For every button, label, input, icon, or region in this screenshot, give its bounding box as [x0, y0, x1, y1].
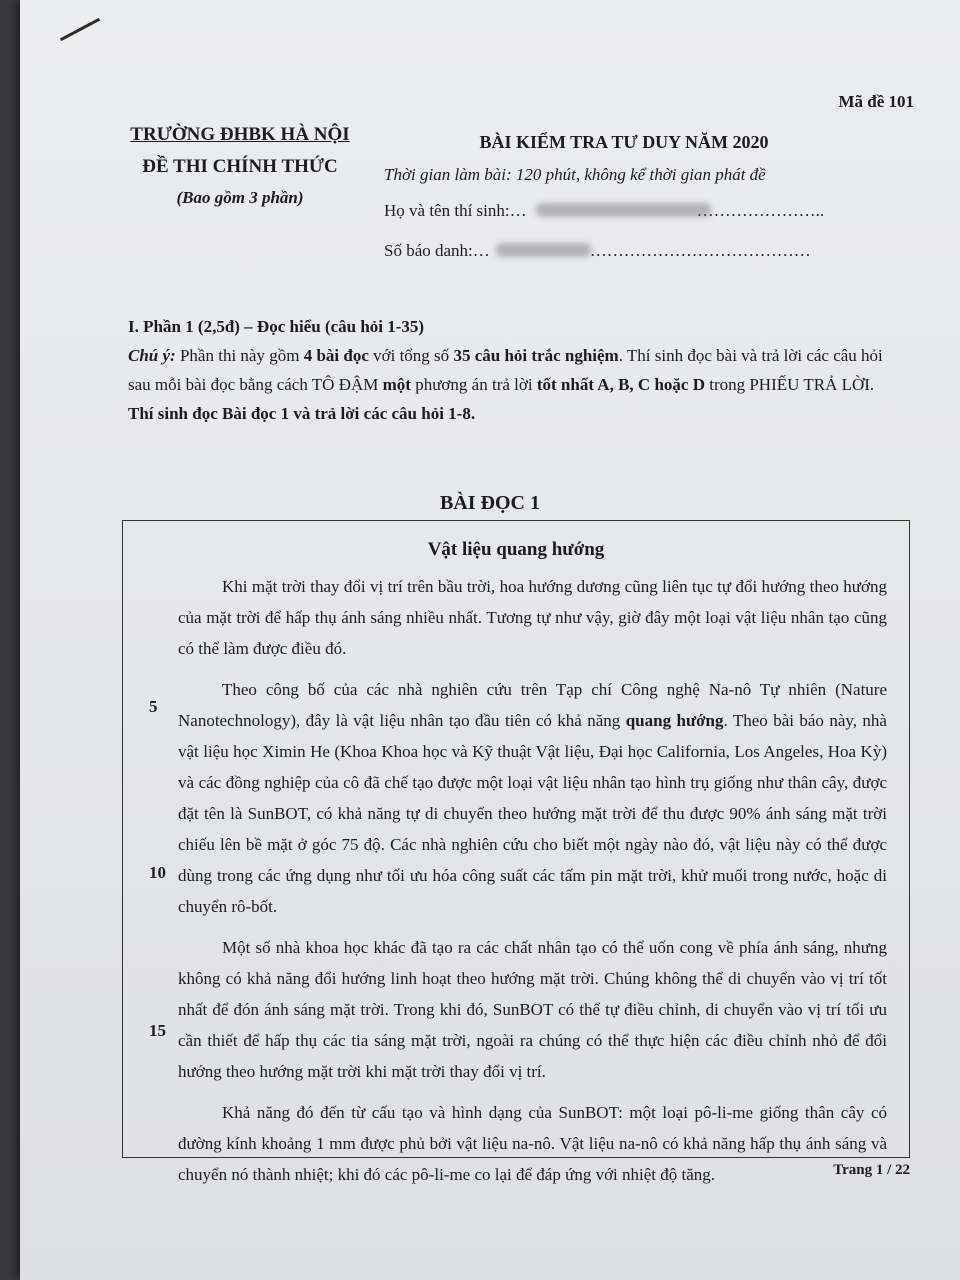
pen-mark [60, 18, 100, 41]
candidate-id-label: Số báo danh:… [384, 241, 490, 260]
redacted-name [536, 203, 711, 217]
redacted-id [496, 243, 591, 257]
note-text-4: phương án trả lời [410, 375, 537, 394]
section-instructions [128, 312, 908, 428]
note-text-2: với tổng số [368, 346, 454, 365]
exam-title: BÀI KIỂM TRA TƯ DUY NĂM 2020 [479, 132, 769, 152]
line-number-15: 15 [149, 1021, 166, 1040]
article-title: Vật liệu quang hướng [427, 539, 605, 560]
line-number-10: 10 [149, 863, 166, 882]
candidate-name-label: Họ và tên thí sinh:… [384, 201, 527, 220]
candidate-id-field [384, 241, 864, 261]
exam-code: Mã đề 101 [838, 92, 914, 111]
paragraph-2 [178, 674, 887, 922]
note-text-3: . Thí sinh đọc bài và trả lời các câu hỏi sau mỗi bài đọc bằng cách TÔ ĐẬM [128, 346, 883, 394]
reading-title: BÀI ĐỌC 1 [439, 492, 540, 514]
paragraph-4: Khả năng đó đến từ cấu tạo và hình dạng của SunBOT: một loại pô-li-me giống thân cây có đường kính khoảng 1 mm được phủ bởi vật liệu na-nô. Vật liệu na-nô có khả năng hấp thụ ánh sáng và chuyển nó thành nhiệt; khi đó các pô-li-me co lại để đáp ứng với nhiệt độ tăng. [178, 1103, 887, 1184]
section-heading: I. Phần 1 (2,5đ) – Đọc hiểu (câu hỏi 1-35) [128, 317, 425, 336]
paragraph-1: Khi mặt trời thay đổi vị trí trên bầu trời, hoa hướng dương cũng liên tục tự đổi hướng theo hướng của mặt trời để hấp thụ ánh sáng nhiều nhất. Tương tự như vậy, giờ đây một loại vật liệu nhân tạo cũng có thể làm được điều đó. [178, 577, 887, 658]
note-bold-3: một [382, 375, 411, 394]
exam-page [20, 0, 960, 1280]
note-text-1: Phần thi này gồm [175, 346, 304, 365]
time-note: Thời gian làm bài: 120 phút, không kể thời gian phát đề [384, 165, 766, 184]
article-body [123, 561, 909, 1190]
official-label: ĐỀ THI CHÍNH THỨC [142, 156, 338, 177]
reading-instruction: Thí sinh đọc Bài đọc 1 và trả lời các câu hỏi 1-8. [128, 404, 476, 423]
header-right [384, 132, 864, 261]
note-text-5: trong PHIẾU TRẢ LỜI. [704, 375, 875, 394]
note-label: Chú ý: [128, 346, 176, 365]
header-left [130, 124, 350, 208]
paragraph-3: Một số nhà khoa học khác đã tạo ra các chất nhân tạo có thể uốn cong về phía ánh sáng, nhưng không có khả năng đổi hướng linh hoạt theo hướng mặt trời. Chúng không thể di chuyển vào vị trí tốt nhất để đón ánh sáng mặt trời. Trong khi đó, SunBOT có thể tự điều chỉnh, di chuyển vào vị trí tối ưu cần thiết để hấp thụ các tia sáng mặt trời, ngoài ra chúng có thể thực hiện các điều chỉnh nhỏ để đổi hướng theo hướng mặt trời khi mặt trời thay đổi vị trí. [178, 938, 887, 1081]
paragraph-2-a: Theo công bố của các nhà nghiên cứu trên Tạp chí Công nghệ Na-nô Tự nhiên (Nature Nanotechnology), đây là vật liệu nhân tạo đầu tiên có khả năng [178, 680, 887, 730]
paragraph-2-bold: quang hướng [625, 711, 724, 730]
note-bold-4: tốt nhất A, B, C hoặc D [536, 375, 705, 394]
line-number-5: 5 [149, 697, 158, 716]
page-number: Trang 1 / 22 [833, 1162, 910, 1178]
candidate-name-field [384, 201, 864, 221]
section-note [128, 341, 908, 399]
school-name: TRƯỜNG ĐHBK HÀ NỘI [130, 124, 350, 145]
note-bold-1: 4 bài đọc [303, 346, 369, 365]
candidate-name-dots: ………………….. [696, 201, 825, 220]
candidate-id-dots: ………………………………… [589, 241, 811, 260]
paragraph-2-b: . Theo bài báo này, nhà vật liệu học Ximin He (Khoa Khoa học và Kỹ thuật Vật liệu, Đại học California, Los Angeles, Hoa Kỳ) và các đồng nghiệp của cô đã chế tạo được một loại vật liệu nhân tạo hình trụ giống như thân cây, được đặt tên là SunBOT, có khả năng tự di chuyển theo hướng mặt trời để thu được 90% ánh sáng mặt trời chiếu lên bề mặt ở góc 75 độ. Các nhà nghiên cứu cho biết một ngày nào đó, vật liệu này có thể được dùng trong các ứng dụng như tối ưu hóa công suất các tấm pin mặt trời, khử muối trong nước, hoặc di chuyển rô-bốt. [178, 711, 887, 916]
parts-note: (Bao gồm 3 phần) [176, 188, 304, 207]
note-bold-2: 35 câu hỏi trắc nghiệm [453, 346, 619, 365]
